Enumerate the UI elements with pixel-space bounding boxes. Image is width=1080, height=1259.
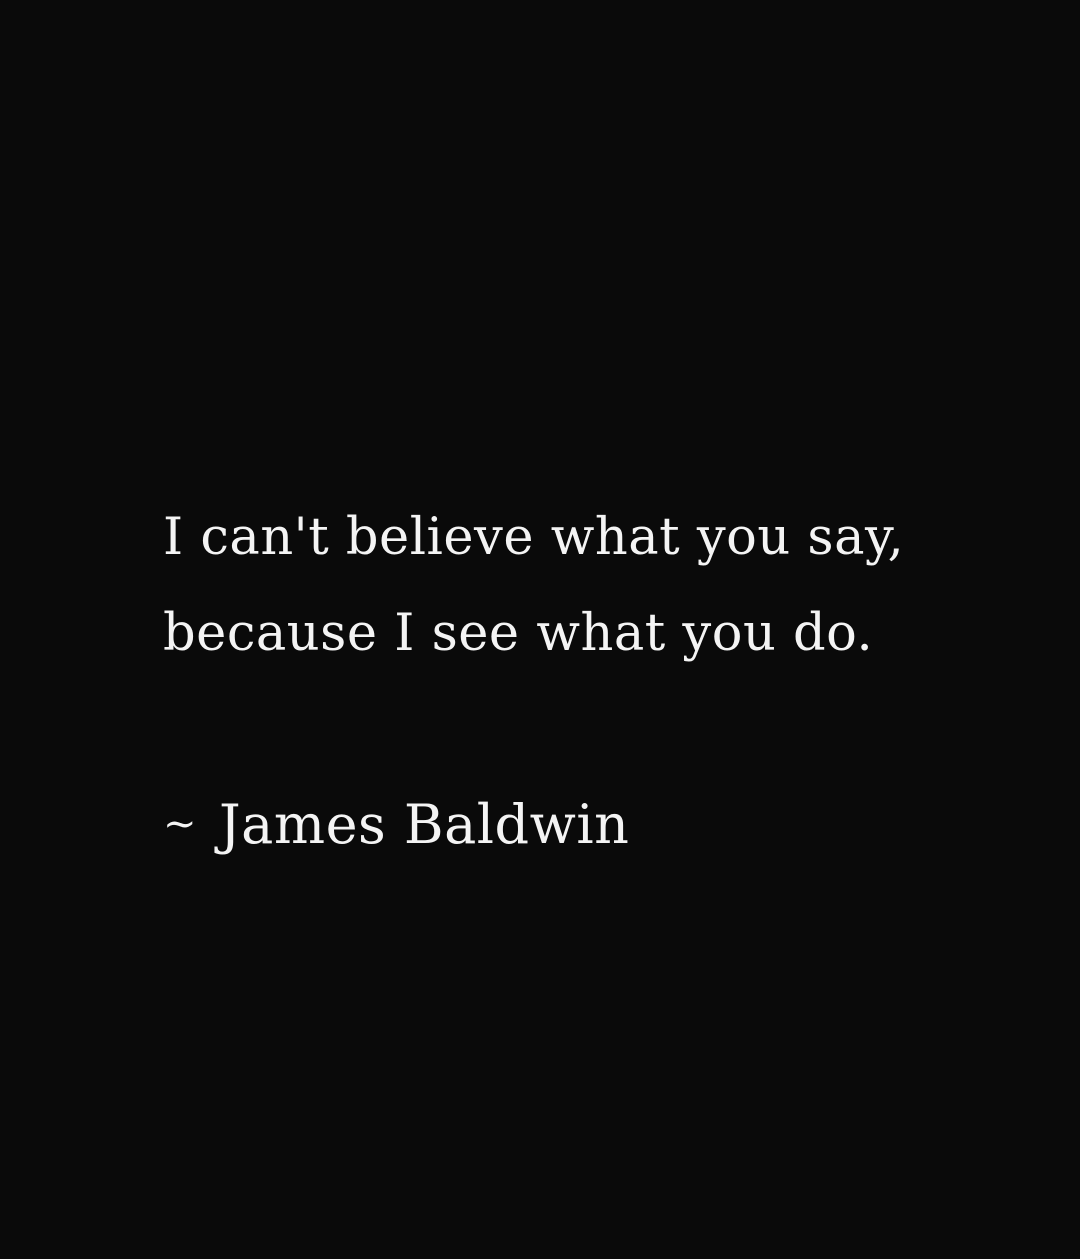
quote-line-2: because I see what you do.	[163, 604, 874, 663]
attribution	[163, 776, 629, 873]
attribution-tilde: ~	[163, 801, 198, 847]
quote-line-1: I can't believe what you say,	[163, 508, 905, 567]
author-name: James Baldwin	[219, 793, 630, 856]
quote-text	[163, 490, 1023, 682]
